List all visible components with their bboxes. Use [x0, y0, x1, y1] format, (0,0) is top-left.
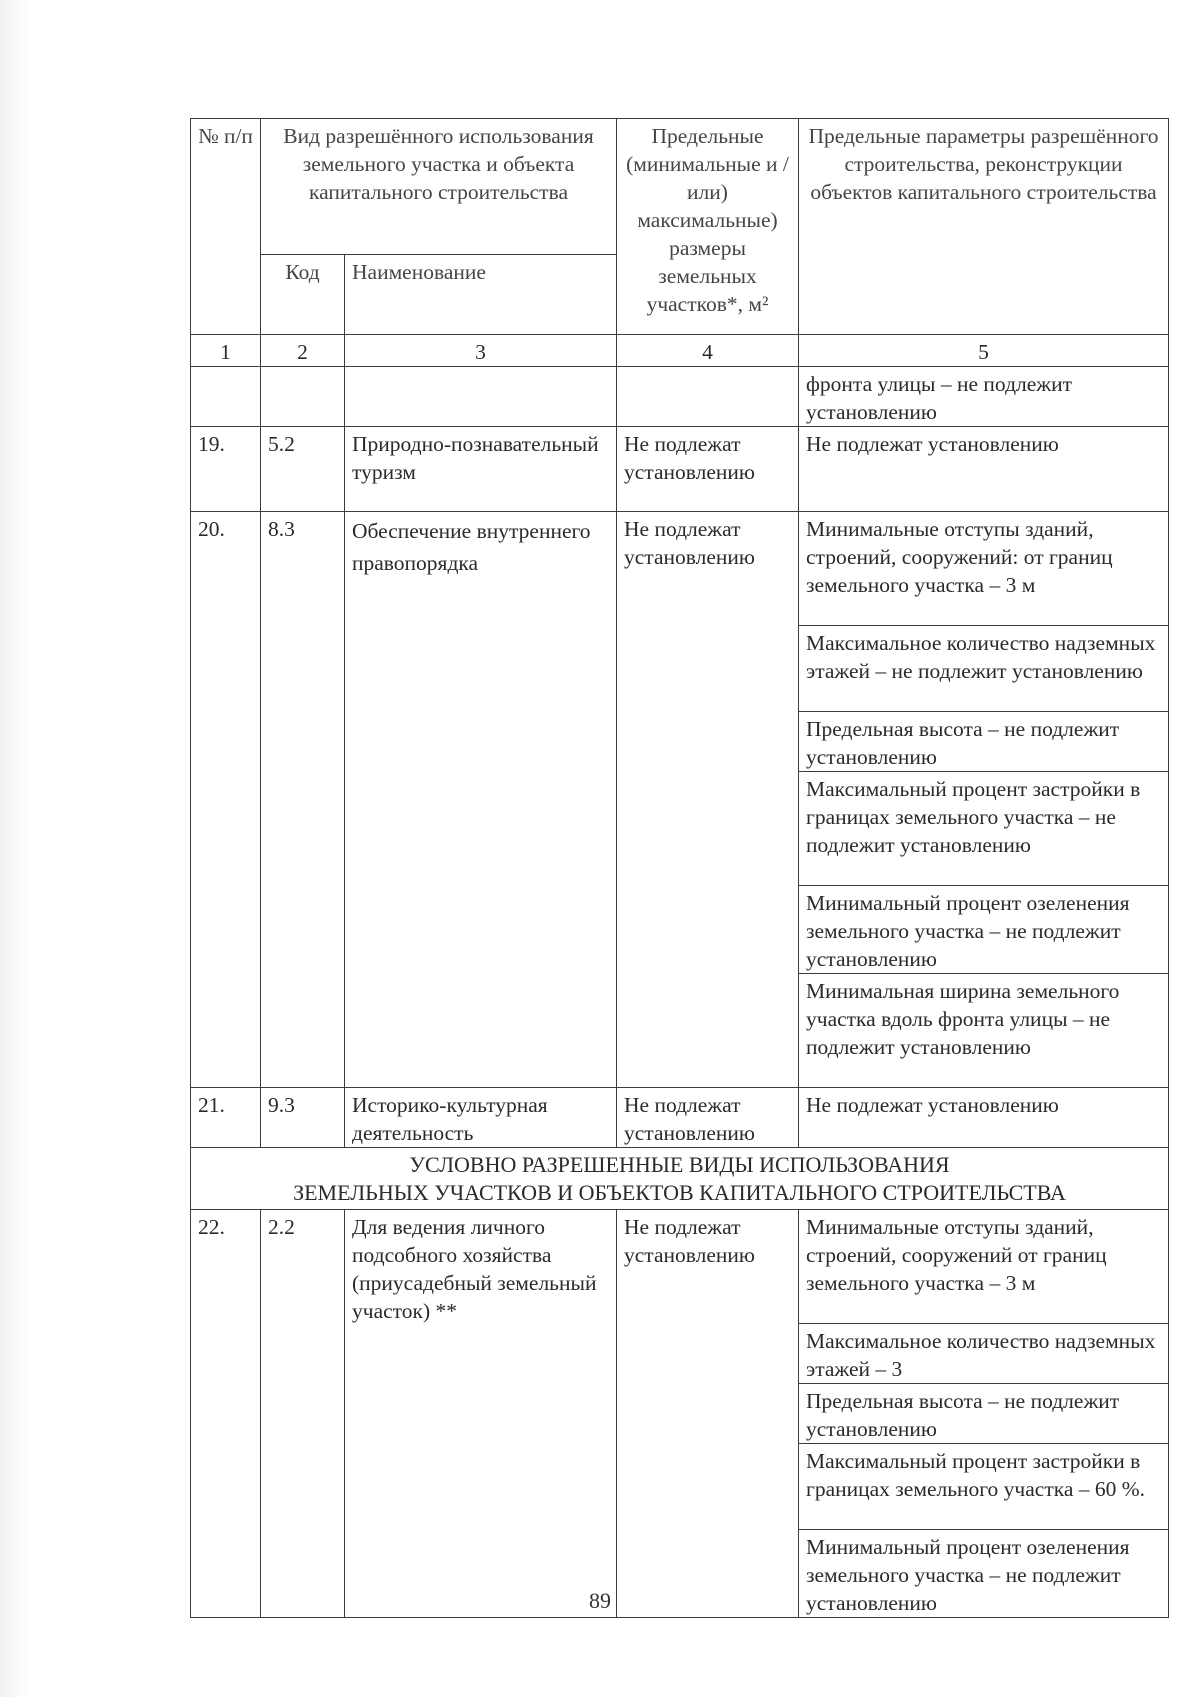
- table-row: [191, 1088, 1169, 1148]
- row-code: 9.3: [261, 1088, 345, 1148]
- row-name: Для ведения личного подсобного хозяйства (приусадебный земельный участок) **: [345, 1210, 617, 1618]
- row-number: 19.: [191, 427, 261, 512]
- cell-empty: [617, 367, 799, 427]
- column-numbers-row: [191, 335, 1169, 367]
- param-cell: фронта улицы – не подлежит установлению: [799, 367, 1169, 427]
- table-row: [191, 512, 1169, 626]
- row-number: 22.: [191, 1210, 261, 1618]
- cell-empty: [191, 367, 261, 427]
- param-cell: Минимальный процент озеленения земельного участка – не подлежит установлению: [799, 886, 1169, 974]
- column-number: 3: [345, 335, 617, 367]
- row-code: 5.2: [261, 427, 345, 512]
- param-cell: Минимальные отступы зданий, строений, сооружений: от границ земельного участка – 3 м: [799, 512, 1169, 626]
- header-code: Код: [261, 255, 345, 335]
- header-params: Предельные параметры разрешённого строительства, реконструкции объектов капитального строительства: [799, 119, 1169, 335]
- param-cell: Не подлежат установлению: [799, 427, 1169, 512]
- row-name: Природно-познавательный туризм: [345, 427, 617, 512]
- param-cell: Предельная высота – не подлежит установлению: [799, 1384, 1169, 1444]
- column-number: 1: [191, 335, 261, 367]
- row-code: 2.2: [261, 1210, 345, 1618]
- param-cell: Максимальный процент застройки в границах земельного участка – не подлежит установлению: [799, 772, 1169, 886]
- section-heading-row: [191, 1148, 1169, 1210]
- param-cell: Максимальный процент застройки в границах земельного участка – 60 %.: [799, 1444, 1169, 1530]
- column-number: 2: [261, 335, 345, 367]
- header-num: № п/п: [191, 119, 261, 335]
- header-row-1: [191, 119, 1169, 255]
- param-cell: Минимальная ширина земельного участка вдоль фронта улицы – не подлежит установлению: [799, 974, 1169, 1088]
- table-row: [191, 1210, 1169, 1324]
- row-code: 8.3: [261, 512, 345, 1088]
- column-number: 5: [799, 335, 1169, 367]
- row-size: Не подлежат установлению: [617, 1210, 799, 1618]
- row-number: 20.: [191, 512, 261, 1088]
- row-size: Не подлежат установлению: [617, 512, 799, 1088]
- row-size: Не подлежат установлению: [617, 427, 799, 512]
- continuation-row: [191, 367, 1169, 427]
- column-number: 4: [617, 335, 799, 367]
- cell-empty: [261, 367, 345, 427]
- param-cell: Не подлежат установлению: [799, 1088, 1169, 1148]
- section-heading: [191, 1148, 1169, 1210]
- page-number: 89: [589, 1588, 611, 1613]
- param-cell: Максимальное количество надземных этажей – не подлежит установлению: [799, 626, 1169, 712]
- section-heading-line: ЗЕМЕЛЬНЫХ УЧАСТКОВ И ОБЪЕКТОВ КАПИТАЛЬНОГО СТРОИТЕЛЬСТВА: [293, 1180, 1066, 1205]
- row-number: 21.: [191, 1088, 261, 1148]
- row-name: Обеспечение внутреннего правопорядка: [345, 512, 617, 1088]
- table-row: [191, 427, 1169, 512]
- cell-empty: [345, 367, 617, 427]
- row-name: Историко-культурная деятельность: [345, 1088, 617, 1148]
- param-cell: Максимальное количество надземных этажей – 3: [799, 1324, 1169, 1384]
- param-cell: Минимальные отступы зданий, строений, сооружений от границ земельного участка – 3 м: [799, 1210, 1169, 1324]
- land-use-table: [190, 118, 1169, 1618]
- section-heading-line: УСЛОВНО РАЗРЕШЕННЫЕ ВИДЫ ИСПОЛЬЗОВАНИЯ: [409, 1152, 950, 1177]
- param-cell: Предельная высота – не подлежит установлению: [799, 712, 1169, 772]
- header-size: Предельные (минимальные и / или) максимальные) размеры земельных участков*, м²: [617, 119, 799, 335]
- header-kind: Вид разрешённого использования земельного участка и объекта капитального строительства: [261, 119, 617, 255]
- scan-shadow-edge: [0, 0, 30, 1697]
- row-size: Не подлежат установлению: [617, 1088, 799, 1148]
- param-cell: Минимальный процент озеленения земельного участка – не подлежит установлению: [799, 1530, 1169, 1618]
- header-name: Наименование: [345, 255, 617, 335]
